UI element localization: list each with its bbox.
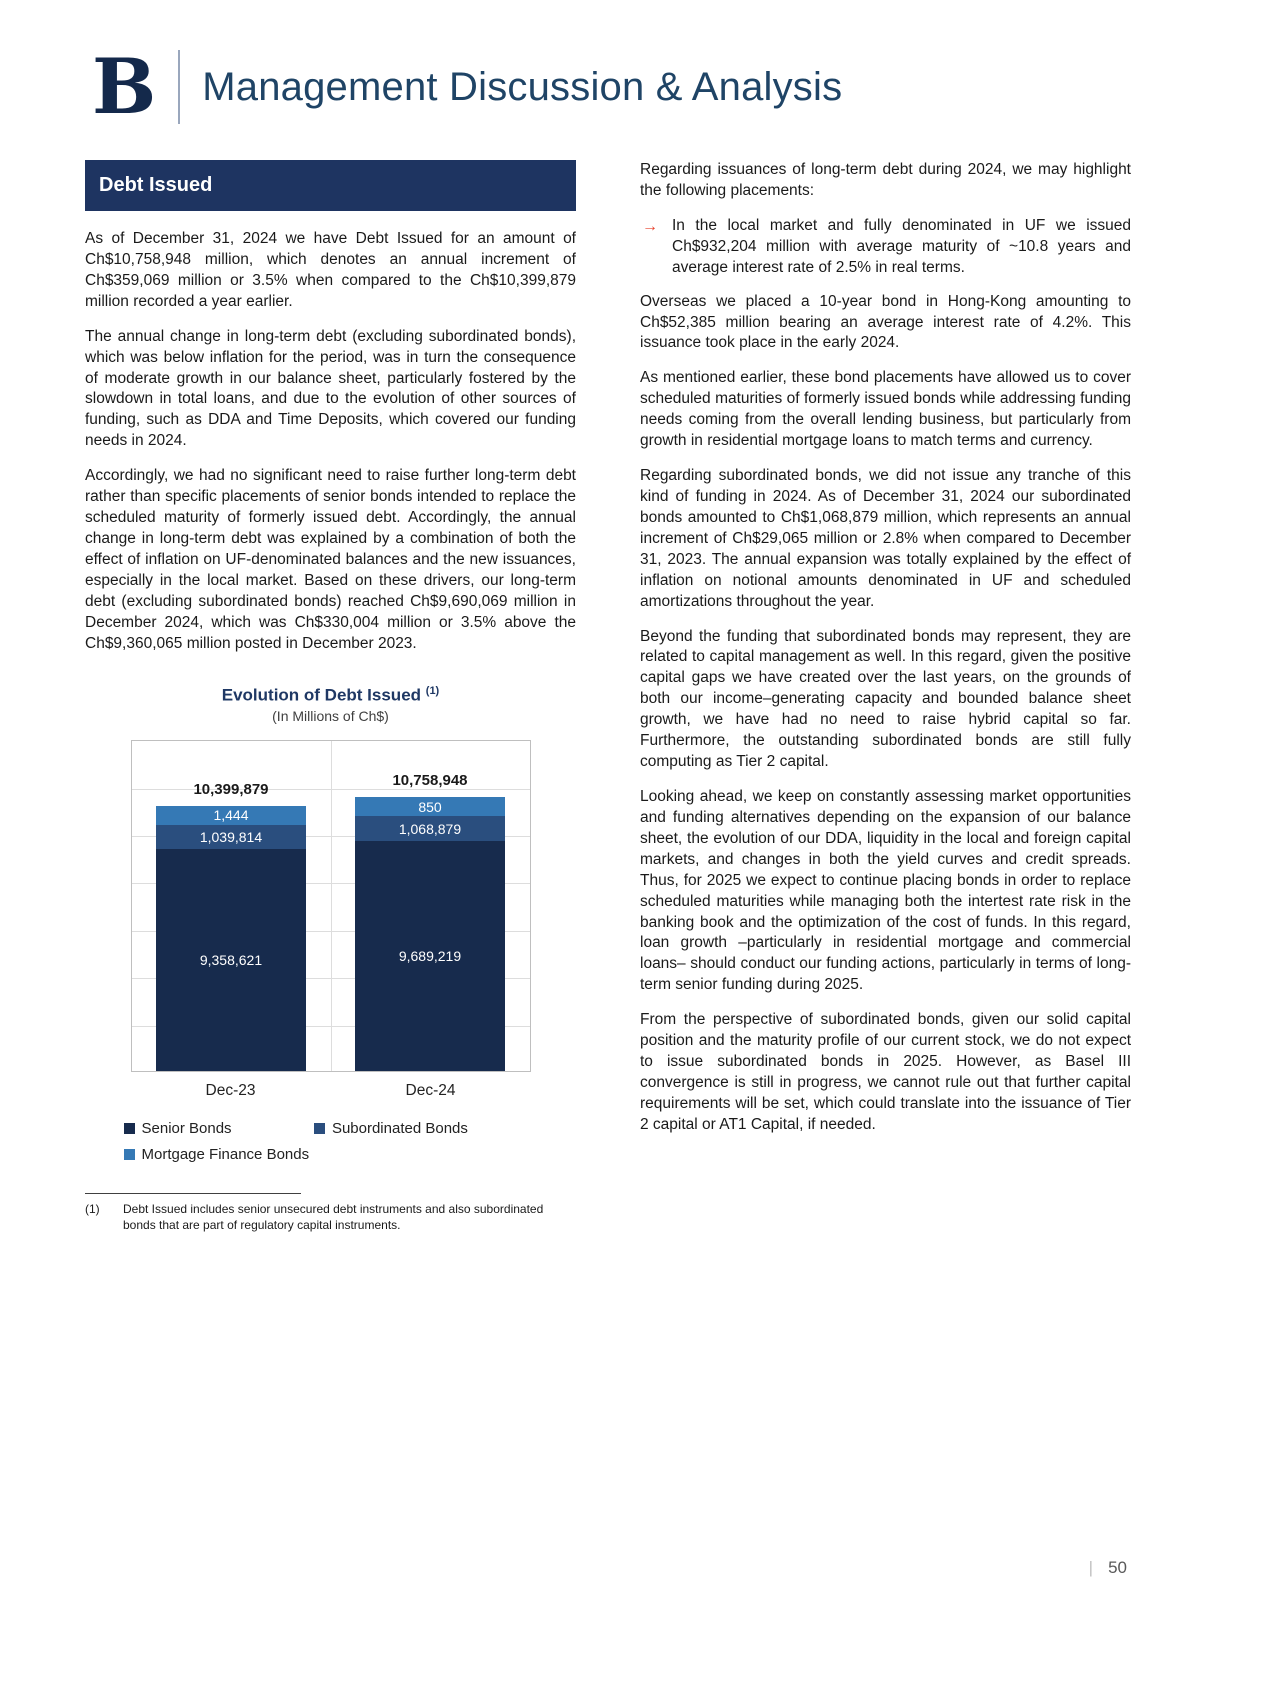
legend-swatch-senior-bonds <box>124 1123 135 1134</box>
paragraph: As of December 31, 2024 we have Debt Issued for an amount of Ch$10,758,948 million, which denotes an annual increment of Ch$359,069 million or 3.5% when compared to the Ch$10,399,879 million recorded a year earlier. <box>85 230 576 310</box>
bar-segment-mortgage-finance-bonds <box>156 806 306 825</box>
legend-label: Senior Bonds <box>141 1120 232 1138</box>
bar-segment-mortgage-finance-bonds <box>355 797 505 816</box>
page-number: 50 <box>1108 1558 1127 1577</box>
report-header <box>92 41 1275 131</box>
bar-segment-value: 9,358,621 <box>199 952 263 969</box>
section-title: Debt Issued <box>85 160 576 211</box>
chart-bar-dec-23 <box>156 780 306 1072</box>
legend-item-mortgage-finance-bonds <box>124 1146 314 1163</box>
paragraph: From the perspective of subordinated bonds, given our solid capital position and the maturity profile of our current stock, we do not expect to issue subordinated bonds in 2025. However, as Basel III convergence is still in progress, we cannot rule out that further capital requirements will be set, which could translate into the issuance of Tier 2 capital or AT1 Capital, if needed. <box>640 1011 1131 1133</box>
bar-segment-value: 1,039,814 <box>199 828 263 845</box>
legend-swatch-mortgage-finance-bonds <box>124 1149 135 1160</box>
bar-segment-subordinated-bonds <box>156 825 306 850</box>
paragraph: Regarding subordinated bonds, we did not issue any tranche of this kind of funding in 2024. As of December 31, 2024 our subordinated bonds amounted to Ch$1,068,879 million, which represents an annual increment of Ch$29,065 million or 2.8% when compared to December 31, 2023. The annual expansion was totally explained by the effect of inflation on notional amounts denominated in UF and scheduled amortizations throughout the year. <box>640 467 1131 610</box>
footer-separator: | <box>1088 1558 1094 1577</box>
bar-segment-value: 850 <box>418 798 442 815</box>
bar-segment-value: 1,068,879 <box>398 820 462 837</box>
bullet-text: In the local market and fully denominated in UF we issued Ch$932,204 million with average maturity of ~10.8 years and average interest rate of 2.5% in real terms. <box>672 216 1131 276</box>
chart-legend <box>124 1120 538 1163</box>
header-divider <box>178 50 180 124</box>
bar-segment-subordinated-bonds <box>355 816 505 841</box>
chart-plot-area <box>131 740 531 1072</box>
legend-swatch-subordinated-bonds <box>314 1123 325 1134</box>
paragraph: Beyond the funding that subordinated bonds may represent, they are related to capital management as well. In this regard, given the positive capital gaps we have created over the last years, on the grounds of both our income–generating capacity and bounded balance sheet growth, we have had no need to raise hybrid capital so far. Furthermore, the outstanding subordinated bonds are still fully computing as Tier 2 capital. <box>640 627 1131 771</box>
chart-title-footnote-ref: (1) <box>425 684 440 697</box>
x-axis-label: Dec-23 <box>205 1082 256 1100</box>
bullet-item <box>640 216 1131 279</box>
legend-label: Mortgage Finance Bonds <box>141 1146 310 1164</box>
x-axis-label: Dec-24 <box>405 1082 456 1100</box>
bar-segment-value: 9,689,219 <box>398 948 462 965</box>
chart-title-text: Evolution of Debt Issued <box>221 685 422 705</box>
right-column <box>640 160 1131 1150</box>
bar-total-label: 10,758,948 <box>392 772 468 790</box>
chart-title <box>85 685 576 706</box>
paragraph-indented: Overseas we placed a 10-year bond in Hong-Kong amounting to Ch$52,385 million bearing an average interest rate of 4.2%. This issuance took place in the early 2024. <box>640 292 1131 352</box>
debt-evolution-chart <box>85 685 576 1164</box>
arrow-bullet-icon: → <box>642 217 658 235</box>
footnote-rule <box>85 1193 301 1194</box>
legend-label: Subordinated Bonds <box>331 1120 468 1138</box>
chart-bar-dec-24 <box>355 772 505 1071</box>
legend-item-senior-bonds <box>124 1120 314 1137</box>
bar-segment-senior-bonds <box>156 849 306 1071</box>
legend-item-subordinated-bonds <box>314 1120 538 1137</box>
two-column-layout <box>85 160 1131 1234</box>
footnote <box>85 1193 576 1233</box>
company-logo: B <box>92 41 157 131</box>
paragraph: Looking ahead, we keep on constantly assessing market opportunities and funding alternatives depending on the expansion of our balance sheet, the evolution of our DDA, liquidity in the local and foreign capital markets, and changes in both the yield curves and credit spreads. Thus, for 2025 we expect to continue placing bonds in order to replace scheduled maturities while managing both the intertest rate risk in the banking book and the optimization of the cost of funds. In this regard, loan growth –particularly in residential mortgage and commercial loans– should conduct our funding actions, particularly in terms of long-term senior funding during 2025. <box>640 787 1131 994</box>
footnote-text: Debt Issued includes senior unsecured debt instruments and also subordinated bonds that are part of regulatory capital instruments. <box>123 1202 544 1233</box>
bar-segment-senior-bonds <box>355 841 505 1071</box>
paragraph: Regarding issuances of long-term debt during 2024, we may highlight the following placements: <box>640 161 1131 199</box>
bar-segment-value: 1,444 <box>213 807 249 824</box>
chart-subtitle: (In Millions of Ch$) <box>272 708 389 725</box>
page-title: Management Discussion & Analysis <box>202 64 843 109</box>
footnote-marker: (1) <box>85 1202 100 1217</box>
left-column <box>85 160 576 1234</box>
paragraph: The annual change in long-term debt (excluding subordinated bonds), which was below inflation for the period, was in turn the consequence of moderate growth in our balance sheet, particularly fostered by the slowdown in total loans, and due to the evolution of other sources of funding, such as DDA and Time Deposits, which covered our funding needs in 2024. <box>85 327 576 450</box>
paragraph: Accordingly, we had no significant need to raise further long-term debt rather than specific placements of senior bonds intended to replace the scheduled maturity of formerly issued debt. Accordingly, the annual change in long-term debt was explained by a combination of both the effect of inflation on UF-denominated balances and the new issuances, especially in the local market. Based on these drivers, our long-term debt (excluding subordinated bonds) reached Ch$9,690,069 million in December 2024, which was Ch$330,004 million or 3.5% above the Ch$9,360,065 million posted in December 2023. <box>85 467 576 652</box>
bar-total-label: 10,399,879 <box>193 780 269 798</box>
chart-x-axis-labels <box>131 1082 531 1100</box>
paragraph: As mentioned earlier, these bond placements have allowed us to cover scheduled maturities of formerly issued bonds while addressing funding needs coming from the overall lending business, but particularly from growth in residential mortgage loans to match terms and currency. <box>640 369 1131 450</box>
gridline <box>331 741 332 1071</box>
page-footer <box>1089 1558 1127 1578</box>
